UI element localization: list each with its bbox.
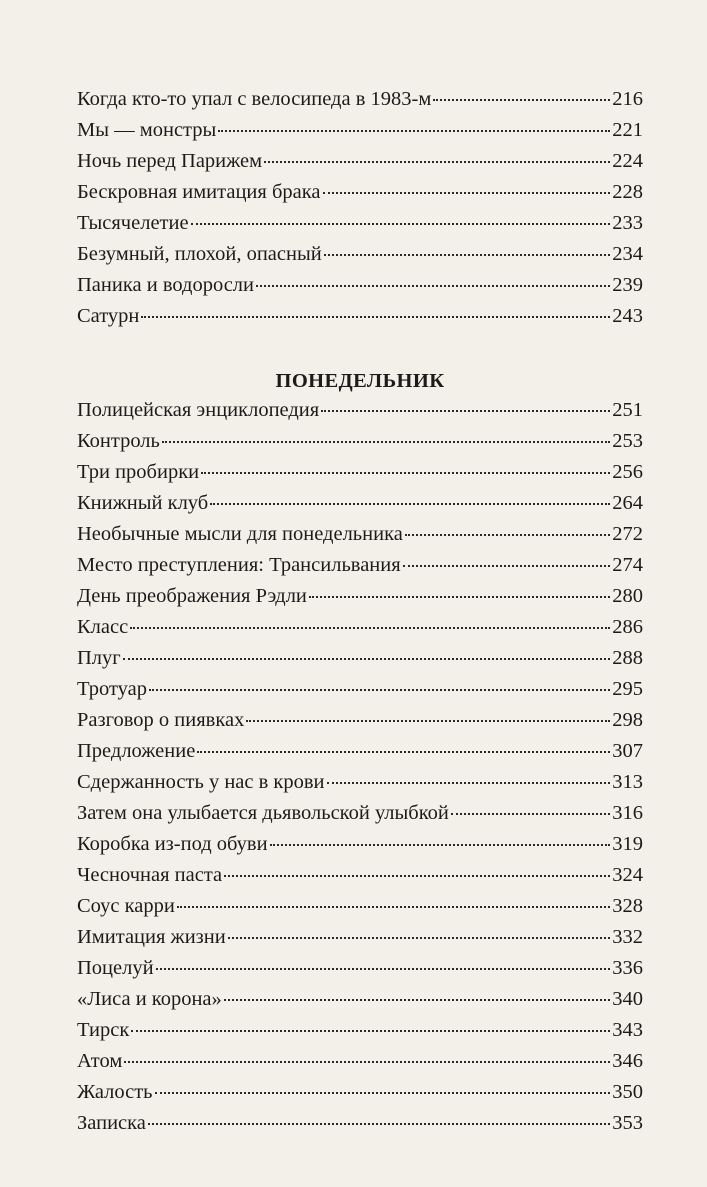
- toc-entry-page-number: 307: [612, 740, 643, 762]
- toc-entry-page-number: 353: [612, 1112, 643, 1134]
- dot-leader: [131, 1030, 610, 1032]
- toc-entry: [77, 550, 643, 581]
- toc-entry-title: Когда кто-то упал с велосипеда в 1983-м: [77, 88, 432, 110]
- toc-entry: [77, 1077, 643, 1108]
- toc-entry-title: Тысячелетие: [77, 212, 189, 234]
- toc-list-previous-section: [77, 84, 643, 332]
- toc-entry-page-number: 332: [612, 926, 643, 948]
- toc-entry-title: Коробка из-под обуви: [77, 833, 268, 855]
- dot-leader: [149, 689, 610, 691]
- toc-entry-page-number: 328: [612, 895, 643, 917]
- toc-entry-title: Тирск: [77, 1019, 130, 1041]
- dot-leader: [210, 503, 610, 505]
- toc-entry-title: Записка: [77, 1112, 146, 1134]
- toc-entry: [77, 891, 643, 922]
- toc-entry-title: Соус карри: [77, 895, 175, 917]
- section-title: ПОНЕДЕЛЬНИК: [275, 370, 445, 392]
- dot-leader: [141, 316, 610, 318]
- toc-entry-page-number: 274: [612, 554, 643, 576]
- toc-entry-title: Сатурн: [77, 305, 140, 327]
- toc-entry-page-number: 316: [612, 802, 643, 824]
- toc-entry-page-number: 243: [612, 305, 643, 327]
- toc-entry-title: Класс: [77, 616, 129, 638]
- toc-entry-title: Имитация жизни: [77, 926, 226, 948]
- toc-entry-title: Чесночная паста: [77, 864, 223, 886]
- toc-list-monday: [77, 395, 643, 1139]
- toc-entry-page-number: 295: [612, 678, 643, 700]
- dot-leader: [309, 596, 610, 598]
- toc-entry: [77, 1046, 643, 1077]
- toc-entry: [77, 705, 643, 736]
- toc-entry-title: Жалость: [77, 1081, 153, 1103]
- toc-entry-page-number: 346: [612, 1050, 643, 1072]
- toc-entry-page-number: 228: [612, 181, 643, 203]
- dot-leader: [433, 99, 610, 101]
- toc-entry-title: Предложение: [77, 740, 196, 762]
- toc-entry-title: Ночь перед Парижем: [77, 150, 263, 172]
- toc-entry-page-number: 288: [612, 647, 643, 669]
- toc-entry: [77, 922, 643, 953]
- dot-leader: [197, 751, 610, 753]
- toc-entry-title: Книжный клуб: [77, 492, 209, 514]
- toc-entry-page-number: 224: [612, 150, 643, 172]
- toc-entry: [77, 829, 643, 860]
- toc-entry-page-number: 253: [612, 430, 643, 452]
- toc-entry-page-number: 234: [612, 243, 643, 265]
- dot-leader: [403, 565, 611, 567]
- dot-leader: [270, 844, 611, 846]
- toc-entry-title: Тротуар: [77, 678, 147, 700]
- toc-entry: [77, 736, 643, 767]
- toc-entry: [77, 488, 643, 519]
- toc-entry: [77, 612, 643, 643]
- toc-entry-title: Разговор о пиявках: [77, 709, 245, 731]
- dot-leader: [327, 782, 611, 784]
- toc-entry-title: Паника и водоросли: [77, 274, 255, 296]
- dot-leader: [218, 130, 610, 132]
- toc-entry-title: Безумный, плохой, опасный: [77, 243, 322, 265]
- toc-entry: [77, 581, 643, 612]
- dot-leader: [156, 968, 611, 970]
- toc-entry-page-number: 272: [612, 523, 643, 545]
- toc-entry-page-number: 343: [612, 1019, 643, 1041]
- dot-leader: [324, 254, 611, 256]
- dot-leader: [264, 161, 610, 163]
- toc-entry-page-number: 256: [612, 461, 643, 483]
- dot-leader: [224, 999, 610, 1001]
- dot-leader: [323, 192, 611, 194]
- toc-entry-page-number: 280: [612, 585, 643, 607]
- toc-entry-page-number: 251: [612, 399, 643, 421]
- dot-leader: [123, 658, 611, 660]
- toc-entry-page-number: 298: [612, 709, 643, 731]
- toc-entry-page-number: 340: [612, 988, 643, 1010]
- dot-leader: [201, 472, 610, 474]
- toc-entry: [77, 146, 643, 177]
- toc-entry-page-number: 324: [612, 864, 643, 886]
- toc-entry-title: Сдержанность у нас в крови: [77, 771, 325, 793]
- toc-entry-title: Атом: [77, 1050, 123, 1072]
- toc-entry-page-number: 319: [612, 833, 643, 855]
- dot-leader: [191, 223, 611, 225]
- toc-entry-title: Бескровная имитация брака: [77, 181, 321, 203]
- dot-leader: [148, 1123, 610, 1125]
- toc-entry: [77, 674, 643, 705]
- toc-entry-page-number: 239: [612, 274, 643, 296]
- toc-entry-title: Контроль: [77, 430, 160, 452]
- toc-entry: [77, 457, 643, 488]
- dot-leader: [228, 937, 611, 939]
- toc-entry-page-number: 286: [612, 616, 643, 638]
- toc-entry-title: День преображения Рэдли: [77, 585, 307, 607]
- toc-entry: [77, 84, 643, 115]
- toc-entry: [77, 798, 643, 829]
- toc-entry-title: Затем она улыбается дьявольской улыбкой: [77, 802, 449, 824]
- toc-entry-title: Полицейская энциклопедия: [77, 399, 320, 421]
- toc-entry: [77, 426, 643, 457]
- toc-entry: [77, 395, 643, 426]
- dot-leader: [177, 906, 610, 908]
- dot-leader: [321, 410, 610, 412]
- toc-entry: [77, 1015, 643, 1046]
- toc-entry: [77, 860, 643, 891]
- dot-leader: [130, 627, 610, 629]
- toc-entry-page-number: 221: [612, 119, 643, 141]
- toc-entry-page-number: 233: [612, 212, 643, 234]
- toc-entry: [77, 519, 643, 550]
- toc-entry-title: «Лиса и корона»: [77, 988, 222, 1010]
- toc-entry: [77, 208, 643, 239]
- toc-entry: [77, 177, 643, 208]
- dot-leader: [256, 285, 610, 287]
- dot-leader: [246, 720, 610, 722]
- toc-entry: [77, 984, 643, 1015]
- toc-entry-title: Плуг: [77, 647, 121, 669]
- toc-entry-title: Место преступления: Трансильвания: [77, 554, 401, 576]
- dot-leader: [155, 1092, 611, 1094]
- toc-entry-title: Поцелуй: [77, 957, 154, 979]
- toc-entry-page-number: 216: [612, 88, 643, 110]
- dot-leader: [224, 875, 610, 877]
- toc-entry-page-number: 350: [612, 1081, 643, 1103]
- toc-entry: [77, 115, 643, 146]
- dot-leader: [451, 813, 610, 815]
- toc-entry: [77, 301, 643, 332]
- toc-entry-title: Мы — монстры: [77, 119, 217, 141]
- toc-entry-page-number: 313: [612, 771, 643, 793]
- toc-entry: [77, 767, 643, 798]
- toc-entry: [77, 239, 643, 270]
- dot-leader: [124, 1061, 610, 1063]
- toc-entry: [77, 953, 643, 984]
- toc-entry: [77, 1108, 643, 1139]
- toc-entry: [77, 643, 643, 674]
- toc-entry-page-number: 264: [612, 492, 643, 514]
- toc-entry-title: Необычные мысли для понедельника: [77, 523, 403, 545]
- toc-entry-title: Три пробирки: [77, 461, 200, 483]
- dot-leader: [405, 534, 610, 536]
- dot-leader: [162, 441, 610, 443]
- toc-entry-page-number: 336: [612, 957, 643, 979]
- toc-entry: [77, 270, 643, 301]
